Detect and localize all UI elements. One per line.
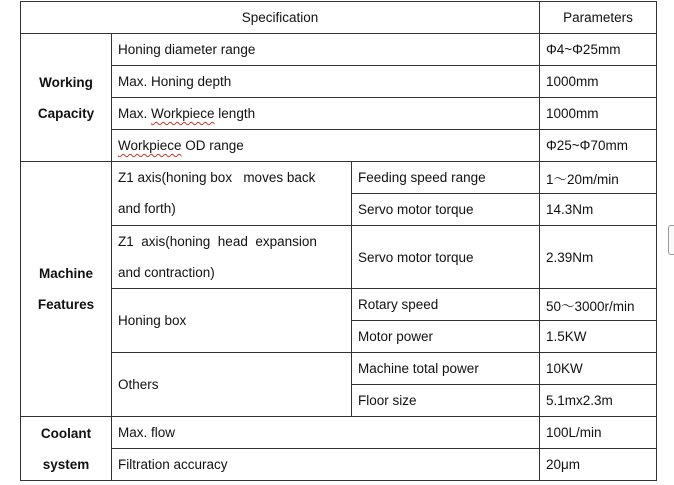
subgroup-line: and forth) <box>118 201 176 216</box>
spec-label: Motor power <box>352 321 540 353</box>
spec-value: 1～20m/min <box>540 162 657 194</box>
header-specification: Specification <box>21 2 540 34</box>
spec-label: Rotary speed <box>352 289 540 321</box>
label-part: Max. <box>118 106 152 121</box>
header-row <box>21 2 657 34</box>
spellcheck-word: Workpiece <box>151 106 215 121</box>
subgroup-line: and contraction) <box>118 265 215 280</box>
table-row <box>21 353 657 385</box>
subgroup-others: Others <box>112 353 352 417</box>
spec-value: 10KW <box>540 353 657 385</box>
category-label: Capacity <box>37 105 95 121</box>
spec-label: Honing diameter range <box>112 34 540 66</box>
subgroup-honing-box: Honing box <box>112 289 352 353</box>
spec-label: Floor size <box>352 385 540 417</box>
category-label: system <box>42 456 90 472</box>
label-part: length <box>214 106 256 121</box>
spec-label: Servo motor torque <box>352 226 540 289</box>
table-row <box>21 98 657 130</box>
spec-value: 100L/min <box>540 417 657 449</box>
category-label: Coolant <box>40 425 92 441</box>
category-coolant-system <box>21 417 112 481</box>
spec-label: Feeding speed range <box>352 162 540 194</box>
spec-label <box>112 130 540 162</box>
spec-value: Φ25~Φ70mm <box>540 130 657 162</box>
subgroup-line: Z1 axis(honing box moves back <box>118 170 316 185</box>
spec-label: Servo motor torque <box>352 194 540 226</box>
table-row <box>21 34 657 66</box>
subgroup-line: Z1 axis(honing head expansion <box>118 234 317 249</box>
subgroup-z1-box <box>112 162 352 226</box>
spec-value: 1000mm <box>540 66 657 98</box>
spec-label: Max. Honing depth <box>112 66 540 98</box>
spec-label: Machine total power <box>352 353 540 385</box>
spec-value: 2.39Nm <box>540 226 657 289</box>
spec-value: 1.5KW <box>540 321 657 353</box>
spec-value: 20μm <box>540 449 657 481</box>
spec-label: Max. flow <box>112 417 540 449</box>
table-row <box>21 130 657 162</box>
category-working-capacity <box>21 34 112 162</box>
spec-label: Filtration accuracy <box>112 449 540 481</box>
spec-value: 14.3Nm <box>540 194 657 226</box>
table-row <box>21 66 657 98</box>
spec-value: Φ4~Φ25mm <box>540 34 657 66</box>
spec-label <box>112 98 540 130</box>
table-row <box>21 417 657 449</box>
table-row <box>21 162 657 194</box>
category-label: Features <box>37 297 95 312</box>
table-row <box>21 289 657 321</box>
category-label: Machine <box>38 266 93 281</box>
scroll-handle[interactable] <box>668 225 674 255</box>
subgroup-z1-head <box>112 226 352 289</box>
specification-table <box>20 1 657 481</box>
header-parameters: Parameters <box>540 2 657 34</box>
spec-value: 1000mm <box>540 98 657 130</box>
spec-value: 50～3000r/min <box>540 289 657 321</box>
spellcheck-word: Workpiece <box>118 138 182 153</box>
category-label: Working <box>39 74 93 90</box>
table-row <box>21 449 657 481</box>
label-part: OD range <box>181 138 244 153</box>
spec-value: 5.1mx2.3m <box>540 385 657 417</box>
category-machine-features <box>21 162 112 417</box>
